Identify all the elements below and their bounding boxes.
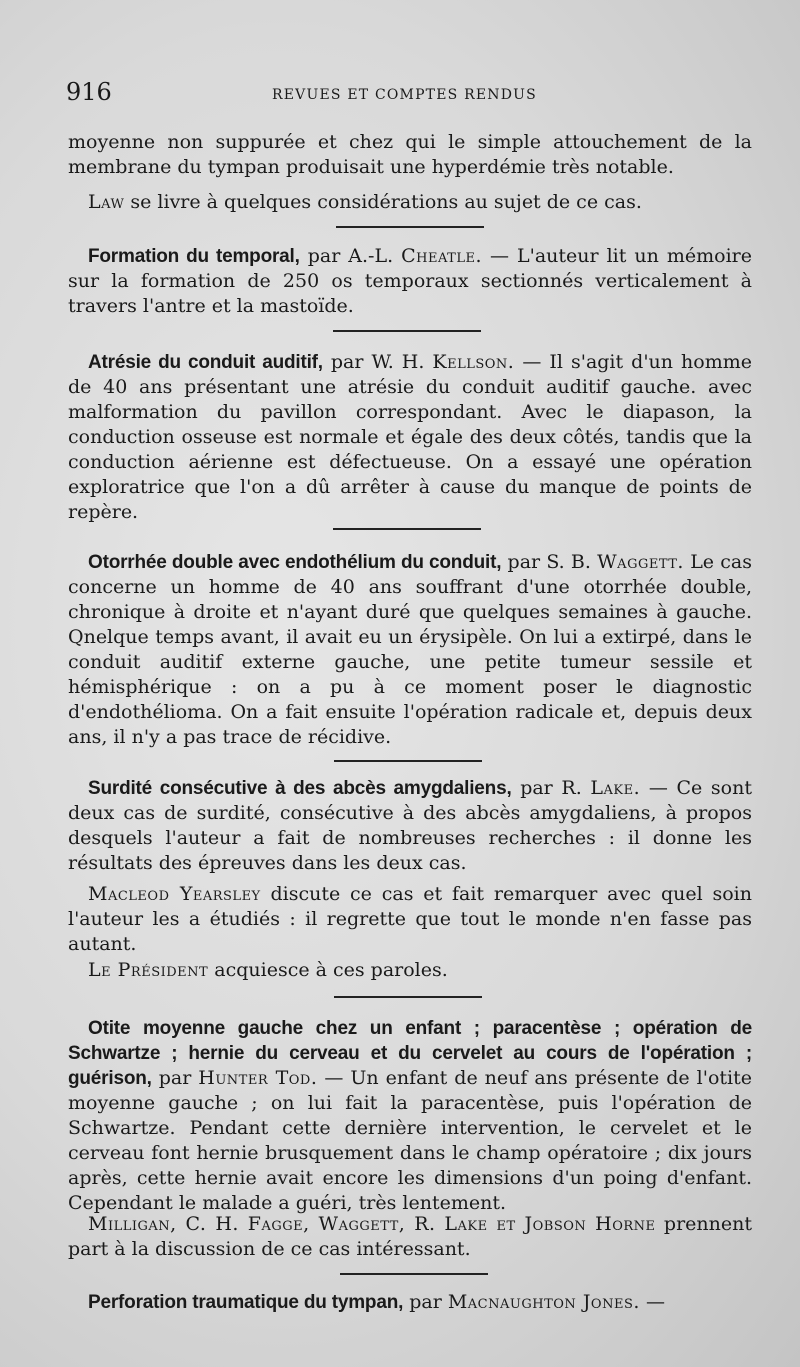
page-header	[66, 78, 756, 108]
article-author: Waggett.	[597, 551, 684, 573]
discussion-participants	[68, 1212, 752, 1262]
article-title: Perforation traumatique du tympan,	[88, 1292, 404, 1313]
article-body: — L'auteur lit un mémoire sur la formation de 250 os temporaux sectionnés verticalement à travers l'antre et la mastoïde.	[68, 245, 752, 317]
section-divider	[334, 760, 482, 762]
article-title: Otite moyenne gauche chez un enfant ; paracentèse ; opération de Schwartze ; hernie du cerveau et du cervelet au cours de l'opération ; guérison,	[68, 1018, 752, 1089]
article-title: Surdité consécutive à des abcès amygdaliens,	[88, 778, 512, 799]
article-body: — Un enfant de neuf ans présente de l'otite moyenne gauche ; on lui fait la paracentèse, puis l'opération de Schwartze. Pendant cette dernière intervention, le cervelet et le cerveau font hernie brusquement dans le champ opératoire ; dix jours après, cette hernie avait encore les dimensions d'un poing d'enfant. Cependant le malade a guéri, très lentement.	[68, 1067, 752, 1214]
article-author: Cheatle.	[401, 245, 482, 267]
article-author: Kellson.	[432, 351, 515, 373]
article-by: par A.-L.	[299, 245, 402, 267]
article-lake	[68, 776, 752, 876]
section-divider	[333, 330, 481, 332]
running-title: REVUES ET COMPTES RENDUS	[272, 87, 537, 103]
law-paragraph	[68, 190, 752, 215]
discussant-names: Milligan, C. H. Fagge, Waggett, R. Lake et Jobson Horne	[88, 1213, 656, 1235]
discussion-text: acquiesce à ces paroles.	[208, 959, 448, 981]
section-divider	[340, 1273, 488, 1275]
article-author: Hunter Tod.	[198, 1067, 318, 1089]
discussion-yearsley	[68, 882, 752, 957]
article-by: par	[151, 1067, 199, 1089]
article-author: Lake.	[590, 777, 641, 799]
article-kellson	[68, 350, 752, 525]
article-title: Formation du temporal,	[88, 246, 300, 267]
discussion-president	[68, 958, 752, 983]
article-by: par	[403, 1291, 448, 1313]
intro-continuation: moyenne non suppurée et chez qui le simple attouchement de la membrane du tympan produisait une hyperdémie très notable.	[68, 131, 752, 178]
article-author: Macnaughton Jones.	[447, 1291, 640, 1313]
article-body: —	[639, 1291, 665, 1313]
article-waggett	[68, 550, 752, 750]
discussant-name: Le Président	[88, 959, 209, 981]
page-number: 916	[66, 78, 112, 106]
discussion-text: discute ce cas et fait remarquer avec quel soin l'auteur les a étudiés : il regrette que tout le monde n'en fasse pas autant.	[68, 883, 752, 955]
author-name: Law	[88, 191, 125, 213]
article-hunter-tod	[68, 1016, 752, 1216]
article-cheatle	[68, 244, 752, 319]
article-macnaughton	[68, 1290, 752, 1315]
section-divider	[334, 996, 482, 998]
article-title: Otorrhée double avec endothélium du conduit,	[88, 552, 502, 573]
article-body: — Ce sont deux cas de surdité, consécutive à des abcès amygdaliens, à propos desquels l'auteur a fait de nombreuses recherches : il donne les résultats des épreuves dans les deux cas.	[68, 777, 752, 874]
section-divider	[333, 528, 481, 530]
article-title: Atrésie du conduit auditif,	[88, 352, 323, 373]
article-by: par S. B.	[501, 551, 598, 573]
discussant-name: Macleod Yearsley	[88, 883, 261, 905]
section-divider	[336, 226, 484, 228]
article-by: par W. H.	[322, 351, 433, 373]
paragraph-text: se livre à quelques considérations au sujet de ce cas.	[124, 191, 642, 213]
article-by: par R.	[511, 777, 591, 799]
discussion-text: prennent part à la discussion de ce cas intéressant.	[68, 1213, 752, 1260]
article-body: — Il s'agit d'un homme de 40 ans présentant une atrésie du conduit auditif gauche. avec malformation du pavillon correspondant. Avec le diapason, la conduction osseuse est normale et égale des deux côtés, tandis que la conduction aérienne est défectueuse. On a essayé une opération exploratrice que l'on a dû arrêter à cause du manque de points de repère.	[68, 351, 752, 523]
article-body: Le cas concerne un homme de 40 ans souffrant d'une otorrhée double, chronique à droite et n'ayant duré que quelques semaines à gauche. Qnelque temps avant, il avait eu un érysipèle. On lui a extirpé, dans le conduit auditif externe gauche, une petite tumeur sessile et hémisphérique : on a pu à ce moment poser le diagnostic d'endothélioma. On a fait ensuite l'opération radicale et, depuis deux ans, il n'y a pas trace de récidive.	[68, 551, 752, 748]
